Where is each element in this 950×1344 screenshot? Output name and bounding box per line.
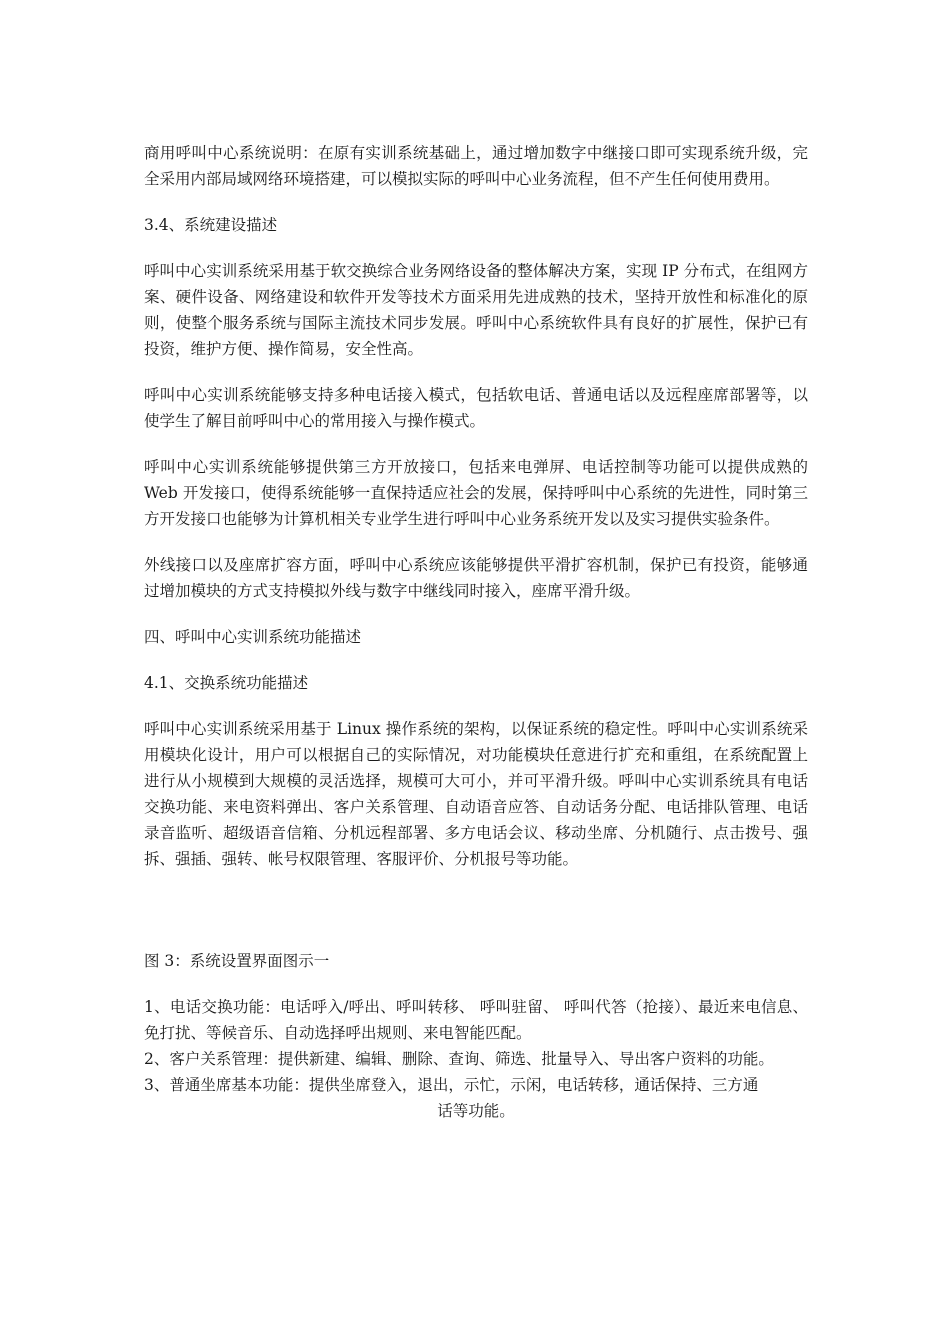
paragraph-third-party-interface: 呼叫中心实训系统能够提供第三方开放接口，包括来电弹屏、电话控制等功能可以提供成熟的 Web 开发接口，使得系统能够一直保持适应社会的发展，保持呼叫中心系统的先进性，同时第三方开发接口也能够为计算机相关专业学生进行呼叫中心业务系统开发以及实习提供实验条件。 bbox=[144, 458, 808, 528]
section-heading-3-4: 3.4、系统建设描述 bbox=[144, 216, 278, 234]
list-item-agent-functions-main: 3、普通坐席基本功能：提供坐席登入，退出，示忙，示闲，电话转移，通话保持、三方通 bbox=[144, 1076, 759, 1094]
section-heading-4: 四、呼叫中心实训系统功能描述 bbox=[144, 628, 362, 646]
figure-caption: 图 3：系统设置界面图示一 bbox=[144, 952, 330, 970]
paragraph-switching-functions: 呼叫中心实训系统采用基于 Linux 操作系统的架构，以保证系统的稳定性。呼叫中心实训系统采用模块化设计，用户可以根据自己的实际情况，对功能模块任意进行扩充和重组，在系统配置上进行从小规模到大规模的灵活选择，规模可大可小，并可平滑升级。呼叫中心实训系统具有电话交换功能、来电资料弹出、客户关系管理、自动语音应答、自动话务分配、电话排队管理、电话录音监听、超级语音信箱、分机远程部署、多方电话会议、移动坐席、分机随行、点击拨号、强拆、强插、强转、帐号权限管理、客服评价、分机报号等功能。 bbox=[144, 720, 808, 868]
section-heading-4-1: 4.1、交换系统功能描述 bbox=[144, 674, 309, 692]
list-item-agent-functions bbox=[144, 1072, 808, 1124]
list-item-crm: 2、客户关系管理：提供新建、编辑、删除、查询、筛选、批量导入、导出客户资料的功能。 bbox=[144, 1050, 774, 1068]
paragraph-expansion: 外线接口以及座席扩容方面，呼叫中心系统应该能够提供平滑扩容机制，保护已有投资，能够通过增加模块的方式支持模拟外线与数字中继线同时接入，座席平滑升级。 bbox=[144, 556, 808, 600]
paragraph-system-solution: 呼叫中心实训系统采用基于软交换综合业务网络设备的整体解决方案，实现 IP 分布式，在组网方案、硬件设备、网络建设和软件开发等技术方面采用先进成熟的技术，坚持开放性和标准化的原则，使整个服务系统与国际主流技术同步发展。呼叫中心系统软件具有良好的扩展性，保护已有投资，维护方便、操作简易，安全性高。 bbox=[144, 262, 808, 358]
document-body bbox=[144, 140, 808, 1124]
list-item-agent-functions-tail: 话等功能。 bbox=[437, 1102, 515, 1120]
list-item-phone-switching: 1、电话交换功能：电话呼入/呼出、呼叫转移、 呼叫驻留、 呼叫代答（抢接）、最近来电信息、免打扰、等候音乐、自动选择呼出规则、来电智能匹配。 bbox=[144, 998, 808, 1042]
paragraph-access-modes: 呼叫中心实训系统能够支持多种电话接入模式，包括软电话、普通电话以及远程座席部署等，以使学生了解目前呼叫中心的常用接入与操作模式。 bbox=[144, 386, 808, 430]
paragraph-commercial-call-center: 商用呼叫中心系统说明：在原有实训系统基础上，通过增加数字中继接口即可实现系统升级，完全采用内部局域网络环境搭建，可以模拟实际的呼叫中心业务流程，但不产生任何使用费用。 bbox=[144, 144, 808, 188]
feature-list bbox=[144, 994, 808, 1124]
figure-placeholder-space bbox=[144, 892, 808, 948]
